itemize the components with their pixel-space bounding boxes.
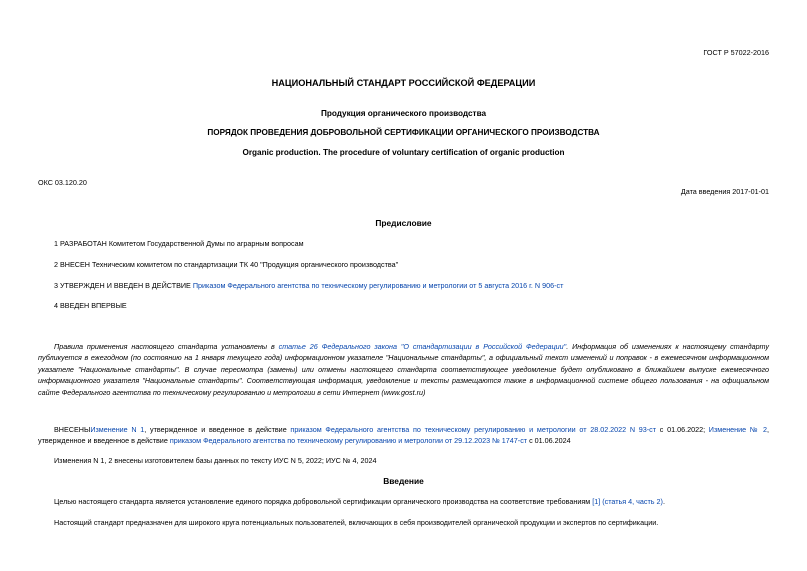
changes-lead: ВНЕСЕНЫ [54, 425, 91, 434]
changes-text-4: с 01.06.2024 [527, 436, 571, 446]
intro-text-a: Целью настоящего стандарта является установление единого порядка добровольной сертификации органического производства на соответствие требованиям [54, 497, 593, 506]
intro-text-b: . [662, 497, 665, 506]
changes-note: Изменения N 1, 2 внесены изготовителем базы данных по тексту ИУС N 5, 2022; ИУС № 4, 2024 [54, 456, 377, 465]
introduction-heading: Введение [383, 476, 424, 486]
application-rules-paragraph [38, 341, 769, 398]
document-code: ГОСТ Р 57022-2016 [703, 48, 769, 57]
oks-code: ОКС 03.120.20 [38, 178, 87, 187]
foreword-item-4: 4 ВВЕДЕН ВПЕРВЫЕ [54, 301, 127, 310]
changes-text-3: , утвержденное и введенное в действие [38, 425, 770, 446]
amendment-2-link[interactable]: Изменение № 2 [708, 425, 768, 434]
order-93-link[interactable]: приказом Федерального агентства по техническому регулированию и метрологии от 28.02.2022 N 93-ст [290, 425, 657, 434]
federal-law-article-link[interactable]: статье 26 Федерального закона "О стандартизации в Российской Федерации" [278, 342, 567, 351]
national-standard-heading: НАЦИОНАЛЬНЫЙ СТАНДАРТ РОССИЙСКОЙ ФЕДЕРАЦИИ [271, 78, 536, 88]
amendment-1-link[interactable]: Изменение N 1 [90, 425, 145, 434]
introduction-paragraph-2: Настоящий стандарт предназначен для широкого круга потенциальных пользователей, включающих в себя производителей органической продукции и экспертов по сертификации. [54, 518, 659, 527]
foreword-item-3-text: 3 УТВЕРЖДЕН И ВВЕДЕН В ДЕЙСТВИЕ [54, 281, 193, 290]
foreword-item-2: 2 ВНЕСЕН Техническим комитетом по стандартизации ТК 40 "Продукция органического производства" [54, 260, 399, 269]
document-subtitle: Продукция органического производства [320, 109, 487, 118]
document-title-ru: ПОРЯДОК ПРОВЕДЕНИЯ ДОБРОВОЛЬНОЙ СЕРТИФИКАЦИИ ОРГАНИЧЕСКОГО ПРОИЗВОДСТВА [207, 128, 600, 137]
introduction-date: Дата введения 2017-01-01 [680, 187, 769, 196]
introduction-paragraph-1 [54, 496, 665, 507]
foreword-item-3 [54, 280, 563, 291]
changes-text-2: с 01.06.2022; [656, 425, 709, 434]
changes-text-1: , утвержденное и введенное в действие [144, 425, 291, 434]
rules-text-b: . Информация об изменениях к настоящему стандарту публикуется в ежегодном (по состоянию на 1 января текущего года) информационном указателе "Национальные стандарты", а официальный текст изменений и поправок - в ежемесячном информационном указателе "Национальные стандарты". В случае пересмотра (замены) или отмены настоящего стандарта соответствующее уведомление будет опубликовано в ближайшем выпуске ежемесячного информационного указателя "Национальные стандарты". Соответствующая информация, уведомление и тексты размещаются также в информационной системе общего пользования - на официальном сайте Федерального агентства по техническому регулированию и метрологии в сети Интернет (www.gost.ru) [38, 342, 769, 397]
foreword-heading: Предисловие [375, 218, 432, 228]
document-title-en: Organic production. The procedure of voluntary certification of organic production [242, 148, 565, 157]
order-1747-link[interactable]: приказом Федерального агентства по техническому регулированию и метрологии от 29.12.2023 № 1747-ст [169, 436, 528, 446]
changes-paragraph [38, 424, 769, 447]
reference-1-link[interactable]: [1] [592, 497, 601, 506]
order-906-link[interactable]: Приказом Федерального агентства по техническому регулированию и метрологии от 5 августа 2016 г. N 906-ст [192, 281, 564, 290]
article-4-part-2-link[interactable]: (статья 4, часть 2) [602, 497, 663, 506]
rules-text-a: Правила применения настоящего стандарта установлены в [54, 342, 279, 351]
foreword-item-1: 1 РАЗРАБОТАН Комитетом Государственной Думы по аграрным вопросам [54, 239, 304, 248]
